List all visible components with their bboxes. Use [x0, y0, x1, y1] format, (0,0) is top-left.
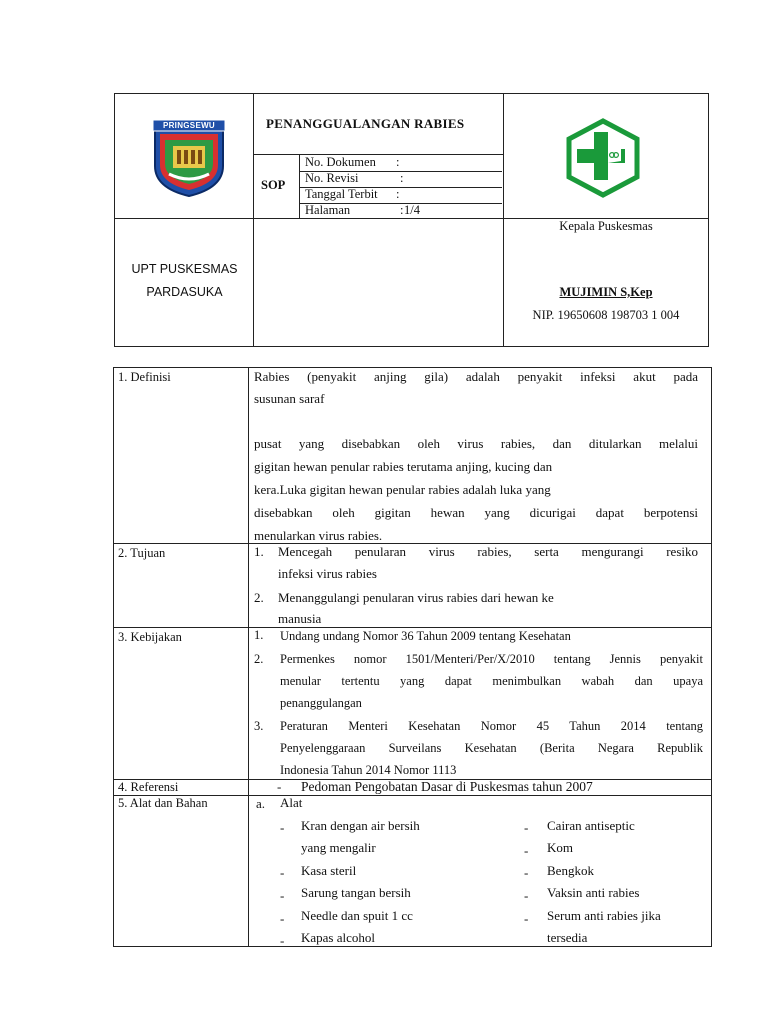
list-dash: -: [280, 888, 285, 903]
kebijakan-line: Permenkes nomor 1501/Menteri/Per/X/2010 tentang Jennis penyakit: [280, 652, 703, 666]
puskesmas-logo-cell: [504, 94, 708, 219]
kebijakan-line: menular tertentu yang dapat menimbulkan wabah dan upaya: [280, 674, 703, 688]
list-dash: -: [280, 933, 285, 948]
list-dash: -: [280, 865, 285, 880]
list-dash: -: [524, 843, 529, 858]
head-title: Kepala Puskesmas: [559, 219, 653, 233]
row-kebijakan: [114, 627, 711, 779]
list-letter: a.: [256, 796, 266, 811]
list-number: 1.: [254, 628, 264, 642]
bahan-item: Bengkok: [547, 863, 594, 878]
doc-fields: [300, 155, 504, 219]
doc-field-value: 1/4: [404, 203, 420, 217]
bahan-item: Cairan antiseptic: [547, 818, 635, 833]
bahan-item: tersedia: [547, 930, 588, 945]
row-label: 4. Referensi: [118, 780, 179, 794]
doc-field-label: No. Revisi: [305, 171, 359, 185]
doc-field-sep: :: [400, 171, 404, 185]
blank-cell: [254, 219, 504, 346]
row-label: 2. Tujuan: [118, 546, 166, 560]
head-nip: NIP. 19650608 198703 1 004: [532, 308, 680, 322]
definisi-line: gigitan hewan penular rabies terutama anjing, kucing dan: [254, 459, 553, 474]
row-label: 3. Kebijakan: [118, 630, 182, 644]
sop-cell: [254, 155, 300, 219]
alat-item: yang mengalir: [301, 840, 376, 855]
tujuan-line: Menanggulangi penularan virus rabies dari hewan ke: [278, 590, 554, 605]
alat-item: Kran dengan air bersih: [301, 818, 420, 833]
alat-item: Kasa steril: [301, 863, 357, 878]
row-definisi: [114, 368, 711, 543]
document-title: PENANGGUALANGAN RABIES: [266, 116, 465, 131]
list-dash: -: [524, 820, 529, 835]
head-name: MUJIMIN S,Kep: [559, 285, 653, 299]
org-name-line2: PARDASUKA: [146, 285, 223, 299]
definisi-line: disebabkan oleh gigitan hewan yang dicurigai dapat berpotensi: [254, 505, 698, 520]
content-table: [113, 367, 712, 947]
kebijakan-line: penanggulangan: [280, 696, 362, 710]
row-label: 5. Alat dan Bahan: [118, 796, 208, 810]
doc-field-label: No. Dokumen: [305, 155, 376, 169]
doc-field-sep: :: [396, 155, 400, 169]
definisi-line: menularkan virus rabies.: [254, 528, 383, 543]
list-dash: -: [277, 779, 282, 794]
doc-field-sep: :: [400, 203, 404, 217]
doc-field-label: Halaman: [305, 203, 351, 217]
header-table: [114, 93, 709, 347]
logo-cell: [115, 94, 254, 219]
doc-field-label: Tanggal Terbit: [305, 187, 378, 201]
alat-item: Kapas alcohol: [301, 930, 376, 945]
title-cell: [254, 94, 504, 155]
list-dash: -: [524, 911, 529, 926]
row-referensi: [114, 779, 711, 795]
signature-cell: [504, 219, 708, 346]
bahan-item: Serum anti rabies jika: [547, 908, 661, 923]
row-tujuan: [114, 543, 711, 627]
list-dash: -: [524, 865, 529, 880]
tujuan-line: infeksi virus rabies: [278, 566, 377, 581]
list-number: 3.: [254, 719, 264, 733]
kebijakan-line: Undang undang Nomor 36 Tahun 2009 tentang Kesehatan: [280, 629, 571, 643]
bahan-item: Kom: [547, 840, 573, 855]
doc-field-sep: :: [396, 187, 400, 201]
list-dash: -: [280, 820, 285, 835]
kebijakan-line: Peraturan Menteri Kesehatan Nomor 45 Tahun 2014 tentang: [280, 719, 703, 733]
definisi-line: Rabies (penyakit anjing gila) adalah penyakit infeksi akut pada: [254, 369, 698, 384]
kebijakan-line: Penyelenggaraan Surveilans Kesehatan (Berita Negara Republik: [280, 741, 703, 755]
sop-label: SOP: [261, 178, 286, 192]
row-label: 1. Definisi: [118, 370, 171, 384]
bahan-item: Vaksin anti rabies: [547, 885, 640, 900]
alat-item: Sarung tangan bersih: [301, 885, 411, 900]
row-alat-bahan: [114, 795, 711, 946]
alat-item: Needle dan spuit 1 cc: [301, 908, 413, 923]
definisi-line: susunan saraf: [254, 391, 325, 406]
pringsewu-emblem-icon: [149, 118, 229, 198]
list-number: 1.: [254, 544, 264, 559]
kebijakan-line: Indonesia Tahun 2014 Nomor 1113: [280, 763, 457, 777]
referensi-text: Pedoman Pengobatan Dasar di Puskesmas tahun 2007: [301, 779, 593, 794]
list-number: 2.: [254, 652, 264, 666]
definisi-line: pusat yang disebabkan oleh virus rabies, dan ditularkan melalui: [254, 436, 698, 451]
alat-subtitle: Alat: [280, 795, 303, 810]
org-name-line1: UPT PUSKESMAS: [131, 262, 238, 276]
doc-field-row: [300, 171, 502, 188]
list-dash: -: [524, 888, 529, 903]
doc-field-row: [300, 203, 502, 218]
definisi-line: kera.Luka gigitan hewan penular rabies adalah luka yang: [254, 482, 551, 497]
org-cell: [115, 219, 254, 346]
list-number: 2.: [254, 590, 264, 605]
tujuan-line: manusia: [278, 611, 322, 626]
list-dash: -: [280, 911, 285, 926]
puskesmas-cross-icon: [563, 118, 643, 198]
logo-text: PRINGSEWU: [162, 121, 216, 130]
tujuan-line: Mencegah penularan virus rabies, serta mengurangi resiko: [278, 544, 698, 559]
doc-field-row: [300, 187, 502, 204]
doc-field-row: [300, 155, 502, 172]
